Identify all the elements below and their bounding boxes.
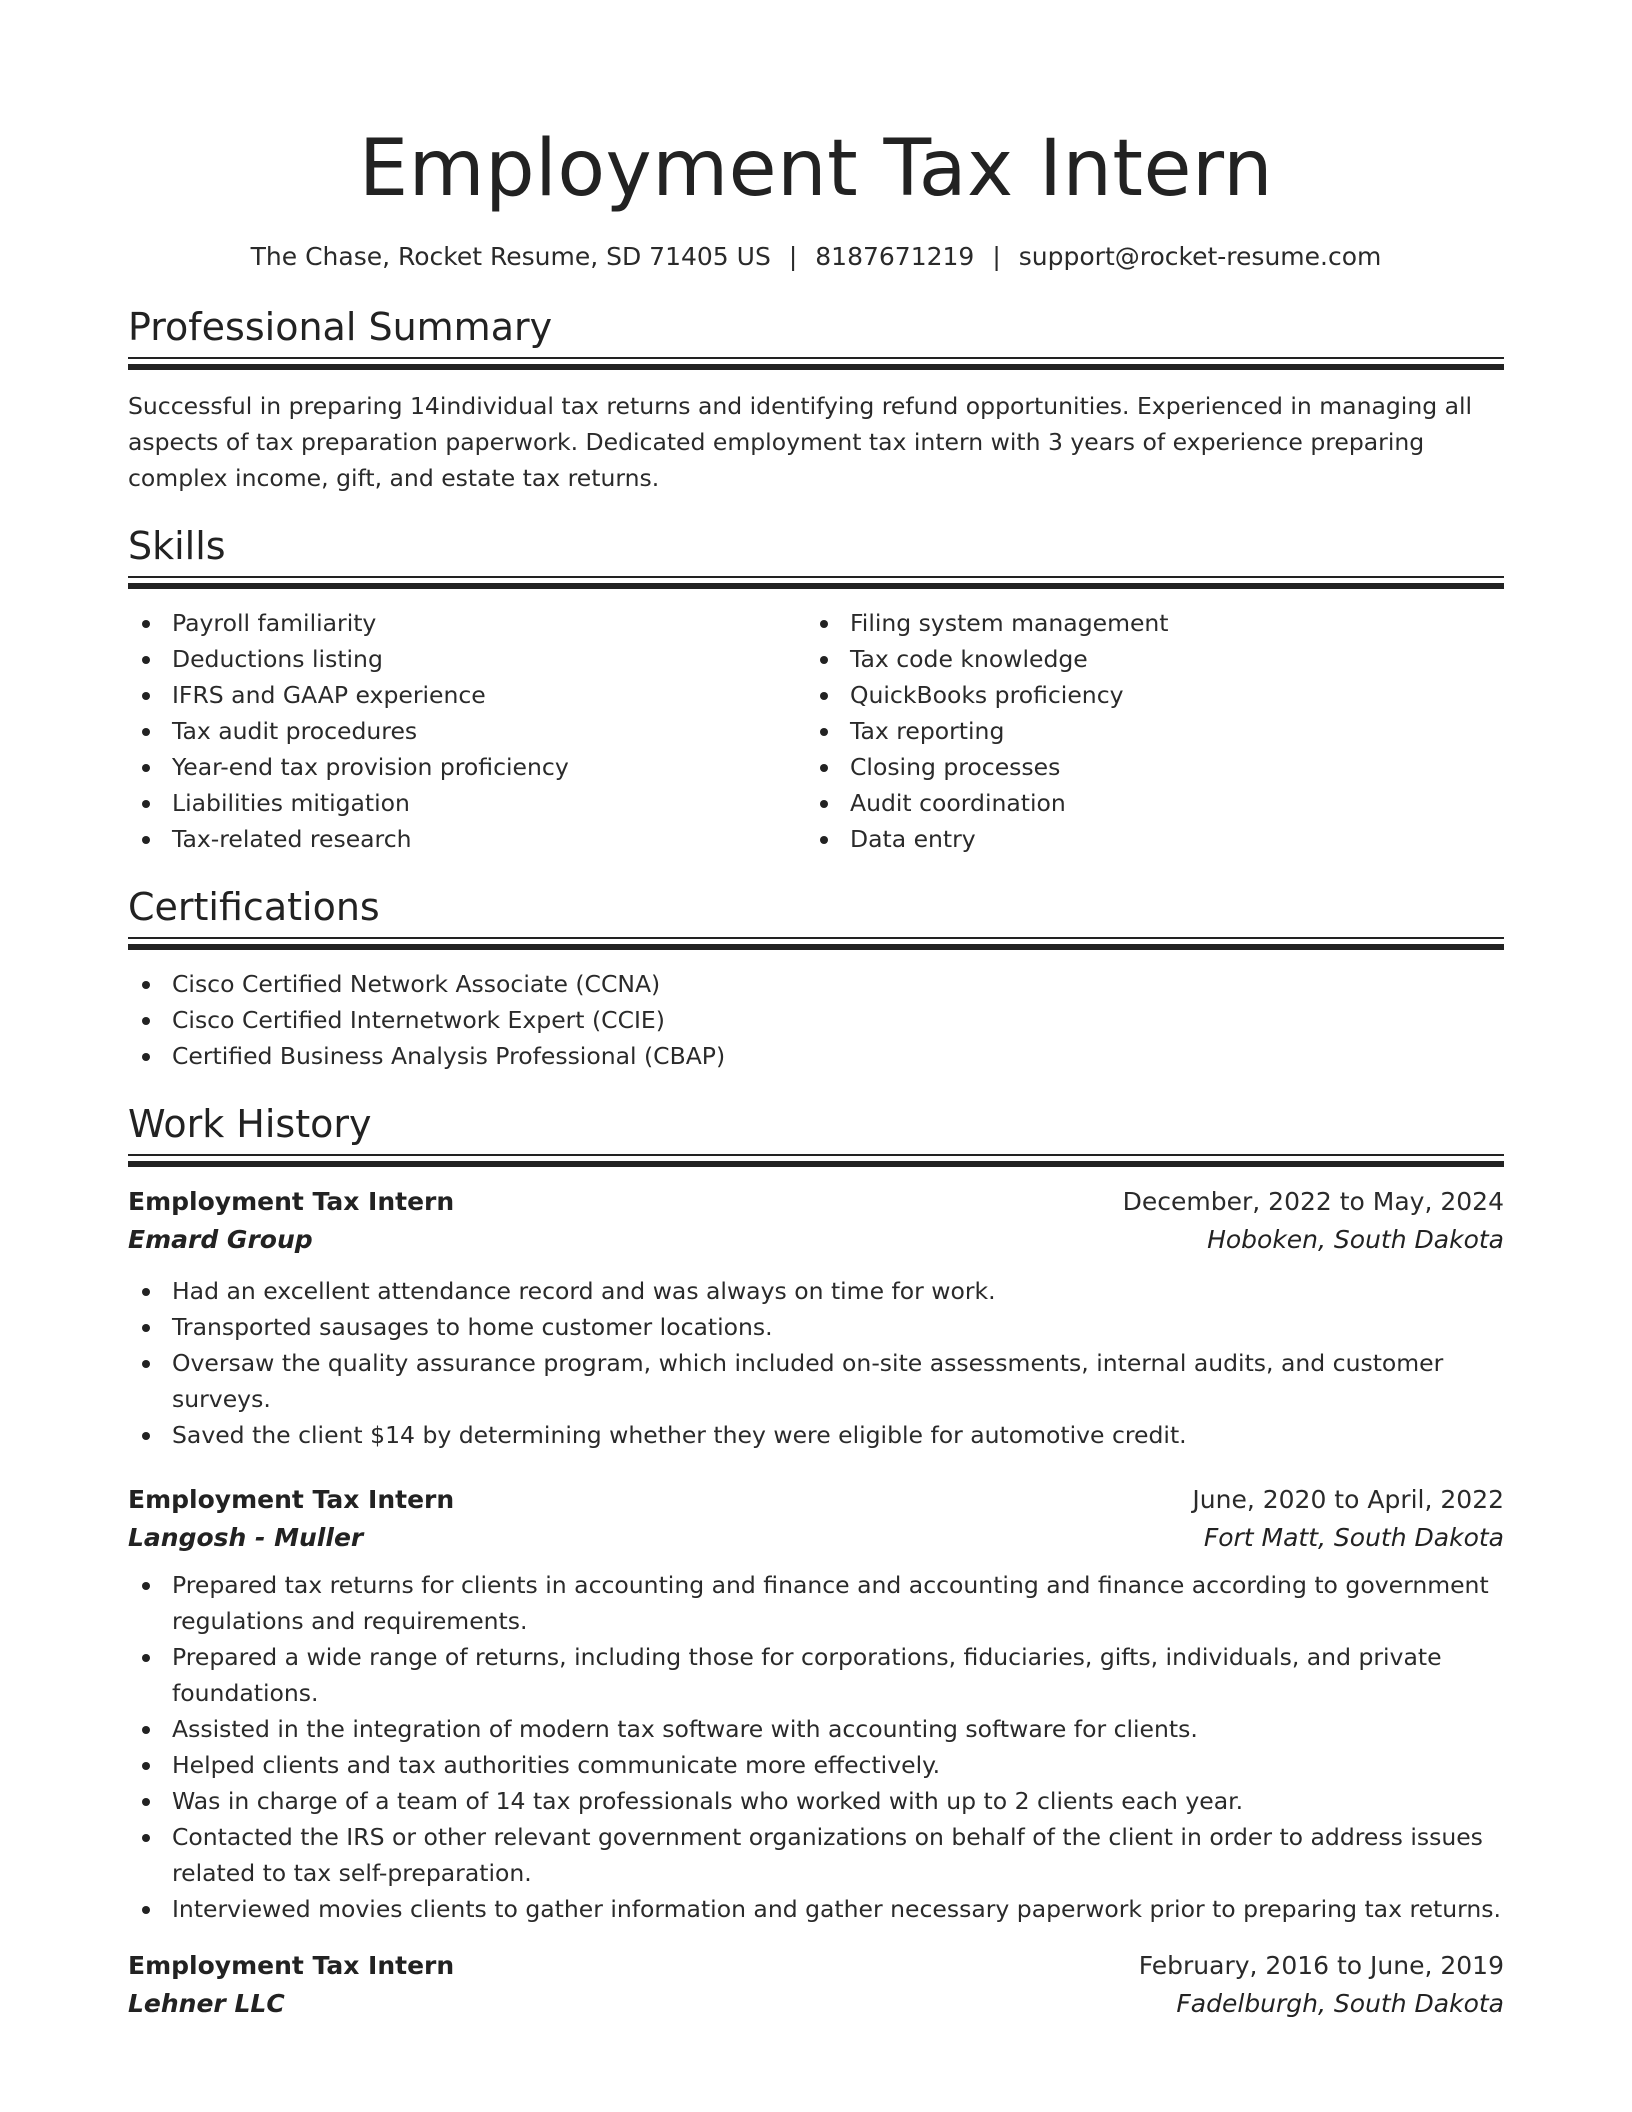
skills-column-right bbox=[806, 605, 1484, 857]
resume-name: Employment Tax Intern bbox=[358, 124, 1274, 214]
job-entry bbox=[128, 1183, 1504, 1453]
skill-item: Audit coordination bbox=[806, 785, 1484, 821]
skill-item: Deductions listing bbox=[128, 641, 806, 677]
skill-item: Year-end tax provision proficiency bbox=[128, 749, 806, 785]
section-divider bbox=[128, 357, 1504, 370]
job-company: Langosh - Muller bbox=[128, 1523, 364, 1552]
job-dates: June, 2020 to April, 2022 bbox=[1192, 1485, 1504, 1514]
contact-separator: | bbox=[992, 242, 1001, 271]
job-subheader bbox=[128, 1221, 1504, 1259]
contact-email[interactable]: support@rocket-resume.com bbox=[1018, 242, 1382, 271]
skill-item: IFRS and GAAP experience bbox=[128, 677, 806, 713]
job-title: Employment Tax Intern bbox=[128, 1485, 455, 1514]
contact-line bbox=[128, 240, 1504, 274]
section-divider bbox=[128, 1154, 1504, 1167]
job-location: Fort Matt, South Dakota bbox=[1203, 1523, 1504, 1552]
skills-section bbox=[128, 522, 1504, 857]
skill-item: Payroll familiarity bbox=[128, 605, 806, 641]
job-dates: February, 2016 to June, 2019 bbox=[1138, 1951, 1504, 1980]
certification-item: Cisco Certified Internetwork Expert (CCIE) bbox=[128, 1002, 1504, 1038]
skill-item: Closing processes bbox=[806, 749, 1484, 785]
job-header bbox=[128, 1183, 1504, 1221]
job-title: Employment Tax Intern bbox=[128, 1951, 455, 1980]
section-title-skills: Skills bbox=[128, 524, 226, 568]
certification-item: Cisco Certified Network Associate (CCNA) bbox=[128, 966, 1504, 1002]
skill-item: QuickBooks proficiency bbox=[806, 677, 1484, 713]
job-company: Emard Group bbox=[128, 1225, 313, 1254]
skill-item: Tax-related research bbox=[128, 821, 806, 857]
job-bullet: Contacted the IRS or other relevant government organizations on behalf of the client in order to address issues related to tax self-preparation. bbox=[128, 1819, 1504, 1891]
job-bullet: Prepared a wide range of returns, including those for corporations, fiduciaries, gifts, individuals, and private foundations. bbox=[128, 1639, 1504, 1711]
work-history-section bbox=[128, 1100, 1504, 2023]
certifications-list bbox=[128, 966, 1504, 1074]
job-bullet: Interviewed movies clients to gather information and gather necessary paperwork prior to preparing tax returns. bbox=[128, 1891, 1504, 1927]
contact-separator: | bbox=[788, 242, 798, 271]
certifications-section bbox=[128, 883, 1504, 1074]
section-divider bbox=[128, 576, 1504, 589]
job-entry bbox=[128, 1947, 1504, 2023]
skill-item: Tax reporting bbox=[806, 713, 1484, 749]
skills-column-left bbox=[128, 605, 806, 857]
summary-section bbox=[128, 303, 1504, 496]
job-entry bbox=[128, 1481, 1504, 1927]
job-subheader bbox=[128, 1985, 1504, 2023]
skill-item: Liabilities mitigation bbox=[128, 785, 806, 821]
job-bullet: Assisted in the integration of modern tax software with accounting software for clients. bbox=[128, 1711, 1504, 1747]
job-dates: December, 2022 to May, 2024 bbox=[1122, 1187, 1504, 1216]
skill-item: Filing system management bbox=[806, 605, 1484, 641]
job-bullet: Helped clients and tax authorities communicate more effectively. bbox=[128, 1747, 1504, 1783]
job-location: Hoboken, South Dakota bbox=[1207, 1225, 1504, 1254]
job-subheader bbox=[128, 1519, 1504, 1557]
job-bullet: Prepared tax returns for clients in accounting and finance and accounting and finance according to government regulations and requirements. bbox=[128, 1567, 1504, 1639]
job-header bbox=[128, 1481, 1504, 1519]
section-title-summary: Professional Summary bbox=[128, 305, 553, 349]
skill-item: Data entry bbox=[806, 821, 1484, 857]
certification-item: Certified Business Analysis Professional (CBAP) bbox=[128, 1038, 1504, 1074]
job-bullet: Transported sausages to home customer locations. bbox=[128, 1309, 1504, 1345]
skill-item: Tax audit procedures bbox=[128, 713, 806, 749]
job-bullets bbox=[128, 1567, 1504, 1927]
contact-phone: 8187671219 bbox=[815, 242, 975, 271]
job-location: Fadelburgh, South Dakota bbox=[1176, 1989, 1504, 2018]
section-title-work-history: Work History bbox=[128, 1102, 372, 1146]
job-bullet: Oversaw the quality assurance program, which included on-site assessments, internal audits, and customer surveys. bbox=[128, 1345, 1504, 1417]
resume-page bbox=[128, 0, 1504, 2023]
job-header bbox=[128, 1947, 1504, 1985]
job-title: Employment Tax Intern bbox=[128, 1187, 455, 1216]
skills-grid bbox=[128, 605, 1504, 857]
job-company: Lehner LLC bbox=[128, 1989, 285, 2018]
job-bullet: Had an excellent attendance record and was always on time for work. bbox=[128, 1273, 1504, 1309]
skill-item: Tax code knowledge bbox=[806, 641, 1484, 677]
section-title-certifications: Certifications bbox=[128, 885, 380, 929]
job-bullets bbox=[128, 1273, 1504, 1453]
summary-text: Successful in preparing 14individual tax returns and identifying refund opportunities. Experienced in managing all aspects of tax preparation paperwork. Dedicated employment tax intern with 3 years of experience preparing complex income, gift, and estate tax returns. bbox=[128, 392, 1473, 492]
job-bullet: Saved the client $14 by determining whether they were eligible for automotive credit. bbox=[128, 1417, 1504, 1453]
contact-address: The Chase, Rocket Resume, SD 71405 US bbox=[250, 242, 771, 271]
section-divider bbox=[128, 937, 1504, 950]
job-bullet: Was in charge of a team of 14 tax professionals who worked with up to 2 clients each year. bbox=[128, 1783, 1504, 1819]
